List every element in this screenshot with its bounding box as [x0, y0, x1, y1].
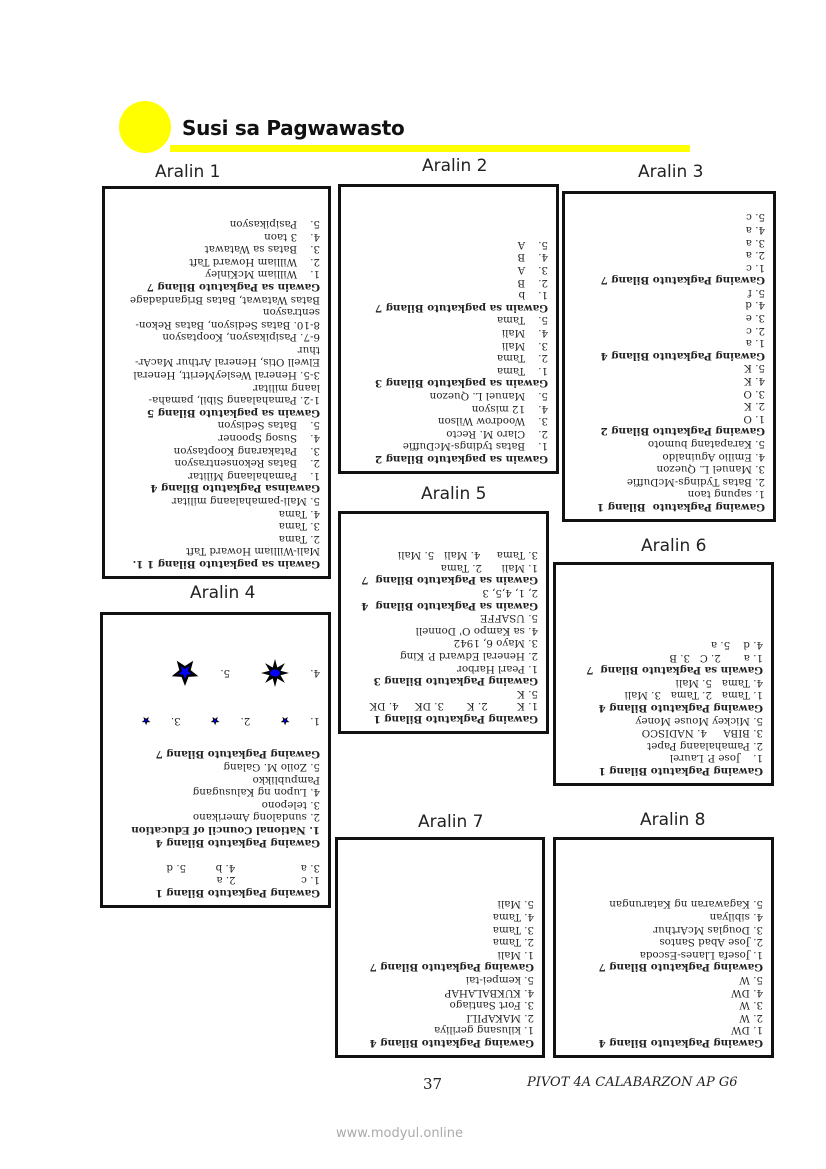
answer-line: 5. kempei-tai [465, 974, 534, 987]
page-title: Susi sa Pagwawasto [182, 116, 405, 140]
answer-line: 1. b [518, 289, 548, 302]
activity-heading: Gawaing Pagkatuto Bilang 3 [373, 675, 538, 688]
answer-line: 4. Tama [278, 507, 320, 520]
answer-line: 4. a [745, 223, 765, 236]
answer-line: 1. a [745, 337, 765, 350]
answer-line: 2. Tama [496, 352, 548, 365]
answer-line: 4. d [745, 299, 765, 312]
answer-line: 5. Pasipikasyon [229, 217, 320, 230]
answer-line: 1. DW [731, 1024, 763, 1037]
answer-line: 1. Mali [497, 948, 534, 961]
answer-line: 1. Tama 2. Tama 3. Mali [624, 689, 763, 702]
activity-heading: Gawaing Pagkatuto Bilang 4 [600, 349, 765, 362]
item-number: 1. [310, 715, 320, 728]
answer-line [111, 849, 320, 862]
answer-line: 3. e [745, 312, 765, 325]
answer-line: 4. 12 misyon [471, 402, 548, 415]
watermark: www.modyul.online [336, 1126, 464, 1141]
answer-line: 4. Lupon ng Kalusugang [192, 786, 320, 799]
activity-heading: Gawainsa Pagkatuto Bilang 4 [150, 482, 320, 495]
page-number: 37 [423, 1075, 443, 1093]
activity-heading: Gawaing Pagkatuto Bilang 7 [600, 274, 765, 287]
answer-line: 5. W [739, 974, 763, 987]
answer-line: 2. Pamahalaang Papet [647, 739, 763, 752]
item-number: 4. [310, 667, 320, 680]
answer-line: 5. Kagawaran ng Katarungan [609, 898, 763, 911]
answer-line: 5. Manuel L. Quezon [429, 390, 548, 403]
answer-line: 3. a 4. b 5. d [166, 861, 320, 874]
answer-box-aralin-6 [553, 562, 774, 786]
answer-line: 1. a 2. C 3. B [669, 651, 763, 664]
answer-line: 3. Batas sa Watawat [204, 243, 320, 256]
answer-line: 1. c [746, 261, 765, 274]
answer-line: 1. Tama [496, 364, 548, 377]
answer-line: 2, 1, 4,5, 3 [482, 587, 538, 600]
answer-line: 1. sapung taon [687, 488, 765, 501]
activity-heading: Gawain sa pagkatuto Bilang 2 [374, 453, 548, 465]
title-underline [170, 145, 690, 152]
activity-heading: Gawaing Pagkatuto Bilang 1 [598, 765, 763, 777]
answer-line: 5. A [517, 238, 548, 251]
lesson-label: Aralin 5 [421, 484, 487, 504]
answer-line: 2. MAKAPILI [466, 1011, 534, 1024]
answer-line: 5. Karapatang bumoto [647, 438, 765, 451]
answer-box-aralin-2 [338, 184, 559, 474]
answer-line: 5. c [746, 211, 765, 224]
activity-heading: Gawain sa pagkatuto Bilang 5 [146, 406, 320, 419]
answer-line: 3. telepono [261, 798, 320, 811]
answer-line: 2. K [744, 400, 765, 413]
answer-line: 1. Mali 2. Tama [440, 561, 538, 574]
answer-line: 4. Tama 5. Mali [675, 676, 763, 689]
answer-line: 1. Josefa Llanes-Escoda [639, 948, 763, 961]
answer-line: 5. Tama [496, 314, 548, 327]
answer-line: 4. d 5. a [710, 639, 763, 652]
answer-line: Batas Watawat, Batas Brigandadage [129, 293, 320, 306]
activity-heading: Gawaing Pagkatuto Bilang 1 [155, 887, 320, 899]
answer-line: 5. Mickey Mouse Money [635, 714, 763, 727]
activity-heading: Gawaing Pagkatuto Bilang 4 [369, 1037, 534, 1049]
answer-line: Elwell Otis, Heneral Arthur MacAr- [135, 356, 320, 369]
activity-heading: Gawaing Pagkatuto Bilang 4 [598, 702, 763, 715]
answer-line: 3. Mali [501, 339, 548, 352]
answer-line: 3. a [745, 236, 765, 249]
activity-heading: 1. National Council of Education [131, 824, 320, 837]
answer-line: 4. Susog Spooner [218, 432, 320, 445]
answer-line: 1. O [743, 412, 765, 425]
answer-line: Mali-William Howard Taft [185, 545, 320, 558]
answer-line: 5. Batas Sedisyon [217, 419, 320, 432]
answer-line: 3. Tama 4. Mali 5. Mali [397, 549, 538, 562]
answer-line: 3. Douglas McArthur [653, 923, 763, 936]
answer-line: 4. B [517, 251, 548, 264]
answer-line: 3. O [743, 387, 765, 400]
answer-line: 4. K [744, 375, 765, 388]
answer-line: 4. DW [731, 986, 763, 999]
answer-line: 3. BIBA 4. NADISCO [641, 727, 763, 740]
lesson-label: Aralin 1 [155, 162, 221, 182]
answer-line: 4. Tama [492, 911, 534, 924]
lesson-label: Aralin 2 [422, 156, 488, 176]
activity-heading: Gawain sa Pagkatuto Bilang 4 [361, 599, 538, 612]
answer-line: 2. Tama [278, 532, 320, 545]
answer-box-aralin-5 [338, 511, 549, 734]
answer-line: 2. Heneral Edward P. King [400, 650, 538, 663]
answer-line: 2. B [517, 276, 548, 289]
activity-heading: Gawaing Pagkatuto Bilang 7 [598, 961, 763, 974]
activity-heading: Gawaing Pagkatuto Bilang 7 [369, 961, 534, 974]
answer-line: laang militar [253, 381, 320, 394]
answer-line: 2. Jose Abad Santos [659, 936, 763, 949]
answer-line: 2. Tama [492, 936, 534, 949]
activity-heading: Gawaing Pagkatuto Bilang 4 [598, 1037, 763, 1049]
star-icon [170, 658, 200, 688]
answer-line: 3. Patakarang Kooptasyon [173, 444, 320, 457]
item-number: 5. [220, 667, 231, 680]
answer-line: 4. sibilyan [709, 911, 763, 924]
activity-heading: Gawain sa pagkatuto Bilang 3 [374, 377, 548, 390]
answer-box-aralin-7 [335, 837, 545, 1058]
answer-line: 2. Batas Tydings-McDuffie [626, 475, 765, 488]
activity-heading: Gawaing Pagkatuto Bilang 1 [373, 713, 538, 725]
answer-line: 3. Manuel L. Quezon [656, 463, 765, 476]
activity-heading: Gawain sa Pagkatuto Bilang 7 [361, 574, 538, 587]
activity-heading: Gawain sa pagkatuto Bilang 7 [374, 301, 548, 314]
answer-line: 2. Claro M. Recto [446, 427, 548, 440]
answer-line: 3. Fort Santiago [449, 999, 534, 1012]
answer-line: 1. c 2. a [216, 874, 320, 887]
answer-line: 3. Woodrow Wilson [437, 415, 548, 428]
activity-heading: Gawaing Pagkatuto Bilang 2 [600, 425, 765, 438]
star-icon [211, 706, 221, 736]
item-number: 3. [170, 715, 181, 728]
answer-line: 5. K [744, 362, 765, 375]
answer-line: 4. Emilio Aguinaldo [662, 450, 765, 463]
answer-line: thur [297, 343, 320, 356]
answer-line: 3-5. Heneral WesleyMeritt, Heneral [133, 369, 320, 382]
answer-line: 1. Jose P. Laurel [669, 752, 763, 765]
answer-line: 4. Mali [501, 327, 548, 340]
answer-line: 2. sundalong Amerikano [192, 811, 320, 824]
yellow-circle-decoration [119, 101, 171, 153]
answer-line: 3. Tama [492, 923, 534, 936]
answer-line: 4. sa Kampo O' Donnell [415, 624, 538, 637]
footer-text: PIVOT 4A CALABARZON AP G6 [527, 1075, 738, 1090]
answer-line: 5. Mali-pamahalaang militar [171, 495, 320, 508]
answer-line: 1. Batas tydings-McDuffie [402, 440, 548, 453]
activity-heading: Gawain sa pagkatuto Bilang 1 1. [132, 558, 320, 570]
answer-line: 5. f [748, 286, 765, 299]
answer-line: 4. KUKBALAHAP [444, 986, 534, 999]
answer-box-aralin-4 [100, 612, 331, 908]
activity-heading: Gawain sa Pagkatuto Bilang 7 [146, 280, 320, 293]
answer-line: 1. Pamahalaang Militar [188, 469, 320, 482]
lesson-label: Aralin 7 [418, 812, 484, 832]
answer-box-aralin-1 [102, 186, 331, 579]
answer-line: 8-10. Batas Sedisyon, Batas Rekon- [135, 318, 320, 331]
answer-box-aralin-3 [562, 191, 776, 522]
activity-heading: Gawaing Pagkatuto Bilang 4 [155, 836, 320, 849]
burst-star-icon [260, 658, 290, 688]
answer-line: 5. Mali [497, 898, 534, 911]
answer-line: 2. Batas Rekonsentrasyon [174, 457, 320, 470]
answer-line: 1. kilusang geriliya [434, 1024, 534, 1037]
answer-line: 3. Tama [278, 520, 320, 533]
answer-line: 3. A [517, 264, 548, 277]
activity-heading: Gawain sa Pagkatuto Bilang 7 [586, 664, 763, 677]
answer-line: 2. W [739, 1011, 763, 1024]
lesson-label: Aralin 6 [641, 536, 707, 556]
answer-line: 4. 3 taon [264, 230, 320, 243]
answer-line: 3. W [739, 999, 763, 1012]
lesson-label: Aralin 4 [190, 583, 256, 603]
star-icon [280, 706, 290, 736]
star-answer-row [111, 700, 320, 742]
answer-line: 2. a [745, 249, 765, 262]
answer-line: sentrasyon [262, 306, 320, 319]
answer-line: 2. c [746, 324, 765, 337]
answer-line: 1. K 2. K 3. DK 4. DK [369, 700, 538, 713]
answer-line: 1-2. Pamahalaang Sibil, pamaha- [148, 394, 320, 407]
answer-line: 1. Pearl Harbor [456, 662, 538, 675]
star-icon [141, 706, 151, 736]
answer-line: 5. K [517, 687, 538, 700]
answer-line: 6-7. Pasipikasyon, Kooptasyon [162, 331, 320, 344]
answer-line: 2. William Howard Taft [189, 255, 320, 268]
answer-line: 5. Zoilo M. Galang [223, 761, 320, 774]
lesson-label: Aralin 3 [638, 162, 704, 182]
activity-heading: Gawaing Pagkatuto Bilang 7 [155, 748, 320, 761]
answer-line: 3. Mayo 6, 1942 [453, 637, 538, 650]
lesson-label: Aralin 8 [640, 810, 706, 830]
star-answer-row [111, 652, 320, 694]
answer-line: 1. William McKinley [205, 268, 320, 281]
answer-line: Pampublikko [252, 773, 320, 786]
item-number: 2. [240, 715, 251, 728]
activity-heading: Gawaing Pagkatuto Bilang 1 [597, 501, 765, 513]
answer-box-aralin-8 [553, 837, 774, 1058]
answer-line: 5. USAFFE [479, 612, 538, 625]
